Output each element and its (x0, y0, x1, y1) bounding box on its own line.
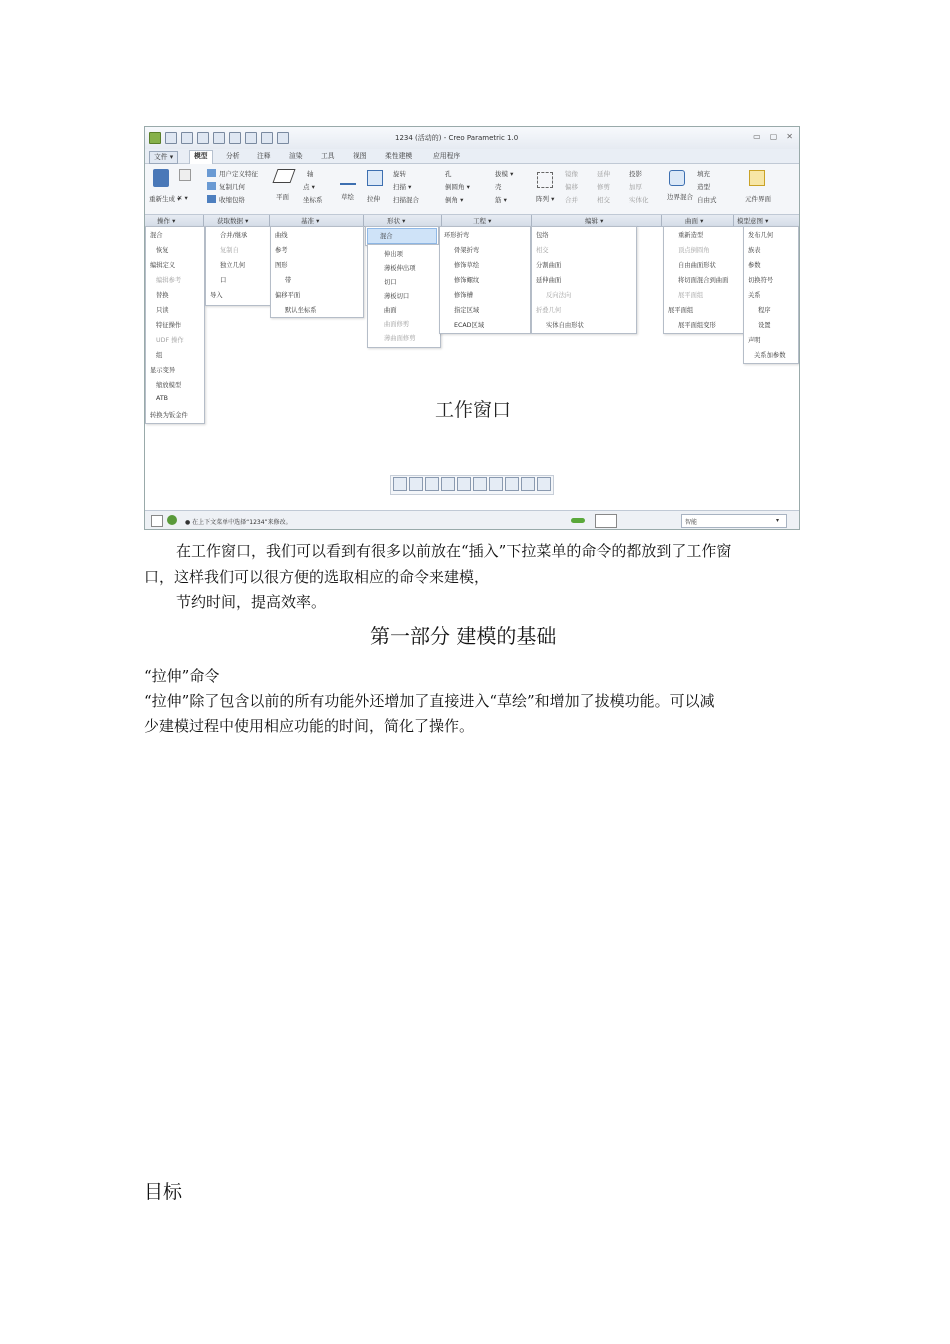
menu-item[interactable]: 族表 (748, 247, 761, 254)
extrude-button[interactable]: 拉伸 (367, 195, 380, 203)
menu-item[interactable]: 参考 (275, 247, 288, 254)
menu-item[interactable]: 组 (156, 352, 163, 359)
menu-item[interactable]: 包络 (536, 232, 549, 239)
extend-button[interactable]: 延伸 (597, 170, 610, 178)
menu-item[interactable]: 偏移平面 (275, 292, 301, 299)
style-button[interactable]: 造型 (697, 183, 710, 191)
group-engineering[interactable]: 工程 ▾ (473, 217, 492, 225)
menu-item[interactable]: 口 (220, 277, 227, 284)
hole-button[interactable]: 孔 (445, 170, 452, 178)
regenerate-large-icon[interactable] (153, 169, 169, 187)
find-icon[interactable] (595, 514, 617, 528)
chamfer-button[interactable]: 倒角 ▾ (445, 196, 464, 204)
menu-item[interactable]: 切口 (384, 279, 397, 286)
paragraph-line: 少建模过程中使用相应功能的时间，简化了操作。 (144, 717, 475, 735)
udf-button[interactable]: 用户定义特征 (219, 170, 258, 178)
menu-item[interactable]: 关系 (748, 292, 761, 299)
menu-item[interactable]: 默认坐标系 (285, 307, 317, 314)
extrude-heading: “拉伸”命令 (144, 667, 220, 685)
paragraph-line: 节约时间，提高效率。 (176, 593, 327, 611)
status-bar (145, 510, 799, 530)
menu-item[interactable]: 骨架折弯 (454, 247, 480, 254)
menu-item[interactable]: 展平面组变形 (678, 322, 716, 329)
status-message: ● 在上下文菜单中选择“1234”来修改。 (185, 519, 292, 526)
blend-submenu (367, 244, 441, 348)
swept-blend-button[interactable]: 扫描混合 (393, 196, 419, 204)
trim-button[interactable]: 修剪 (597, 183, 610, 191)
tab-annotate[interactable]: 注释 (257, 152, 271, 160)
revolve-button[interactable]: 旋转 (393, 170, 406, 178)
annotation-display-icon[interactable] (537, 477, 551, 491)
group-separator (661, 215, 662, 226)
menu-item[interactable]: 分割曲面 (536, 262, 562, 269)
group-separator (363, 215, 364, 226)
regenerate-icon[interactable] (245, 132, 257, 144)
new-icon[interactable] (165, 132, 177, 144)
menu-item[interactable]: 反向法向 (546, 292, 572, 299)
group-shapes[interactable]: 形状 ▾ (387, 217, 406, 225)
editing-menu (531, 226, 637, 334)
menu-item[interactable]: 导入 (210, 292, 223, 299)
menu-item[interactable]: 图形 (275, 262, 288, 269)
menu-item[interactable]: 折叠几何 (536, 307, 562, 314)
menu-item[interactable]: 环形折弯 (444, 232, 470, 239)
navigator-toggle-icon[interactable] (151, 515, 163, 527)
menu-item[interactable]: 重新造型 (678, 232, 704, 239)
menu-item[interactable]: 复制自 (220, 247, 239, 254)
menu-item[interactable]: 伸出项 (384, 251, 403, 258)
app-icon (149, 132, 161, 144)
menu-item[interactable]: 展平面组 (668, 307, 694, 314)
menu-item[interactable]: 替换 (156, 292, 169, 299)
menu-item[interactable]: 合并/继承 (220, 232, 248, 239)
copy-geometry-icon (207, 182, 216, 190)
quick-access-toolbar (149, 132, 289, 144)
group-datum[interactable]: 基准 ▾ (301, 217, 320, 225)
menu-item[interactable]: 参数 (748, 262, 761, 269)
round-button[interactable]: 倒圆角 ▾ (445, 183, 470, 191)
menu-item[interactable]: 程序 (758, 307, 771, 314)
close-window-icon[interactable] (277, 132, 289, 144)
shapes-highlight (367, 228, 437, 244)
display-style-icon[interactable] (457, 477, 471, 491)
zoom-in-icon[interactable] (409, 477, 423, 491)
menu-item[interactable]: 曲面 (384, 307, 397, 314)
rib-button[interactable]: 筋 ▾ (495, 196, 507, 204)
model-intent-menu (743, 226, 799, 364)
component-interface-icon[interactable] (749, 170, 765, 186)
paragraph-line: 口，这样我们可以很方便的选取相应的命令来建模， (144, 568, 490, 586)
paragraph-line: “拉伸”除了包含以前的所有功能外还增加了直接进入“草绘”和增加了拔模功能。可以减 (144, 692, 715, 710)
shrinkwrap-icon (207, 195, 216, 203)
selection-filter[interactable] (681, 514, 787, 528)
regenerate-button[interactable]: 重新生成 ▾ (149, 195, 181, 203)
pattern-icon[interactable] (537, 172, 553, 188)
menu-item[interactable]: 修饰草绘 (454, 262, 480, 269)
shell-button[interactable]: 壳 (495, 183, 502, 191)
group-separator (269, 215, 270, 226)
ribbon-panel (145, 164, 799, 214)
thicken-button[interactable]: 加厚 (629, 183, 642, 191)
menu-item[interactable]: 编辑定义 (150, 262, 176, 269)
refit-icon[interactable] (393, 477, 407, 491)
get-data-menu (205, 226, 271, 306)
tab-model[interactable]: 模型 (189, 150, 213, 164)
window-icon[interactable] (261, 132, 273, 144)
group-editing[interactable]: 编辑 ▾ (585, 217, 604, 225)
menu-item[interactable]: 切换符号 (748, 277, 774, 284)
regen-status-icon (571, 518, 585, 523)
group-separator (203, 215, 204, 226)
group-separator (531, 215, 532, 226)
solidify-button[interactable]: 实体化 (629, 196, 649, 204)
work-window-label: 工作窗口 (435, 399, 512, 421)
menu-item[interactable]: 自由曲面形状 (678, 262, 716, 269)
menu-item[interactable]: 修饰螺纹 (454, 277, 480, 284)
merge-button[interactable]: 合并 (565, 196, 578, 204)
tab-render[interactable]: 渲染 (289, 152, 303, 160)
tab-view[interactable]: 视图 (353, 152, 367, 160)
tab-tools[interactable]: 工具 (321, 152, 335, 160)
tab-applications[interactable]: 应用程序 (433, 152, 461, 160)
saved-views-icon[interactable] (473, 477, 487, 491)
menu-item[interactable]: 特征操作 (156, 322, 182, 329)
group-separator (441, 215, 442, 226)
menu-item[interactable]: 恢复 (156, 247, 169, 254)
repaint-icon[interactable] (441, 477, 455, 491)
point-button[interactable]: 点 ▾ (303, 183, 315, 191)
window-controls (753, 132, 793, 141)
group-get-data[interactable]: 获取数据 ▾ (217, 217, 249, 225)
selection-filter-value: 智能 (685, 519, 698, 526)
menu-item[interactable]: 修饰槽 (454, 292, 473, 299)
zoom-out-icon[interactable] (425, 477, 439, 491)
menu-item[interactable]: 顶点倒圆角 (678, 247, 710, 254)
menu-item[interactable]: ATB (156, 395, 168, 402)
intersect-button[interactable]: 相交 (597, 196, 610, 204)
udf-icon (207, 169, 216, 177)
copy-icon[interactable] (179, 169, 191, 181)
datum-display-icon[interactable] (505, 477, 519, 491)
view-toolbar (390, 475, 554, 495)
component-interface-button[interactable]: 元件界面 (745, 195, 771, 203)
shapes-menu (365, 226, 439, 246)
section-title: 第一部分 建模的基础 (370, 624, 557, 648)
menu-item[interactable]: UDF 操作 (156, 337, 184, 344)
operations-menu (145, 226, 205, 424)
menu-item[interactable]: 展平面组 (678, 292, 704, 299)
menu-item[interactable]: 薄曲面修剪 (384, 335, 416, 342)
menu-item[interactable]: 曲线 (275, 232, 288, 239)
browser-toggle-icon[interactable] (167, 515, 177, 525)
menu-item[interactable]: 薄板切口 (384, 293, 410, 300)
csys-button[interactable]: 坐标系 (303, 196, 323, 204)
menu-item[interactable]: 设置 (758, 322, 771, 329)
menu-item[interactable]: 相交 (536, 247, 549, 254)
menu-item[interactable]: 声明 (748, 337, 761, 344)
boundary-blend-button[interactable]: 边界混合 (667, 193, 693, 201)
menu-item[interactable]: 实体自由形状 (546, 322, 584, 329)
menu-item[interactable]: 编辑参考 (156, 277, 182, 284)
menu-item[interactable]: 缩放模型 (156, 382, 182, 389)
group-operations[interactable]: 操作 ▾ (157, 217, 176, 225)
menu-item[interactable]: 独立几何 (220, 262, 246, 269)
redo-icon[interactable] (229, 132, 241, 144)
spin-center-icon[interactable] (521, 477, 535, 491)
mirror-button[interactable]: 镜像 (565, 170, 578, 178)
freestyle-button[interactable]: 自由式 (697, 196, 717, 204)
tab-analysis[interactable]: 分析 (226, 152, 240, 160)
menu-item[interactable]: 混合 (150, 232, 163, 239)
plane-icon[interactable] (272, 169, 295, 183)
tab-file[interactable]: 文件 ▾ (149, 151, 178, 164)
draft-button[interactable]: 拔模 ▾ (495, 170, 514, 178)
paragraph-line: 在工作窗口，我们可以看到有很多以前放在“插入”下拉菜单的命令的都放到了工作窗 (176, 542, 732, 560)
shrinkwrap-button[interactable]: 收缩包络 (219, 196, 245, 204)
minimize-icon[interactable]: ▭ (753, 132, 761, 141)
menu-item[interactable]: 薄板伸出项 (384, 265, 416, 272)
open-icon[interactable] (181, 132, 193, 144)
menu-item[interactable]: ECAD区域 (454, 322, 485, 329)
ribbon-tabs (145, 149, 799, 164)
delete-button[interactable]: ✕ ▾ (177, 194, 188, 202)
group-surfaces[interactable]: 曲面 ▾ (685, 217, 704, 225)
group-separator (733, 215, 734, 226)
undo-icon[interactable] (213, 132, 225, 144)
extrude-icon[interactable] (367, 170, 383, 186)
goal-heading: 目标 (144, 1181, 183, 1203)
close-icon[interactable]: ✕ (786, 132, 793, 141)
menu-item[interactable]: 转换为钣金件 (150, 412, 188, 419)
menu-item[interactable]: 只读 (156, 307, 169, 314)
save-icon[interactable] (197, 132, 209, 144)
copy-geometry-button[interactable]: 复制几何 (219, 183, 245, 191)
creo-screenshot (144, 126, 800, 530)
menu-item[interactable]: 指定区域 (454, 307, 480, 314)
plane-button[interactable]: 平面 (276, 193, 289, 201)
datum-menu (270, 226, 364, 318)
menu-item[interactable]: 发布几何 (748, 232, 774, 239)
offset-button[interactable]: 偏移 (565, 183, 578, 191)
maximize-icon[interactable]: ▢ (769, 132, 778, 141)
chevron-down-icon: ▾ (776, 517, 780, 524)
surfaces-menu (663, 226, 745, 334)
menu-item[interactable]: 曲面修剪 (384, 321, 410, 328)
menu-item[interactable]: 延伸曲面 (536, 277, 562, 284)
menu-item-blend[interactable]: 混合 (380, 233, 393, 240)
menu-item[interactable]: 带 (285, 277, 292, 284)
sketch-icon[interactable] (340, 169, 356, 185)
sweep-button[interactable]: 扫描 ▾ (393, 183, 412, 191)
sketch-button[interactable]: 草绘 (341, 193, 354, 201)
title-bar (145, 127, 799, 150)
project-button[interactable]: 投影 (629, 170, 642, 178)
window-title: 1234 (活动的) - Creo Parametric 1.0 (395, 134, 519, 142)
axis-button[interactable]: 轴 (307, 170, 314, 178)
menu-item[interactable]: 显示变异 (150, 367, 176, 374)
view-manager-icon[interactable] (489, 477, 503, 491)
boundary-blend-icon[interactable] (669, 170, 685, 186)
menu-item[interactable]: 将切面混合到曲面 (678, 277, 729, 284)
fill-button[interactable]: 填充 (697, 170, 710, 178)
tab-flexible-modeling[interactable]: 柔性建模 (385, 152, 413, 160)
menu-item[interactable]: 关系加参数 (754, 352, 786, 359)
engineering-menu (439, 226, 531, 334)
pattern-button[interactable]: 阵列 ▾ (536, 195, 555, 203)
group-model-intent[interactable]: 模型意图 ▾ (737, 217, 769, 225)
